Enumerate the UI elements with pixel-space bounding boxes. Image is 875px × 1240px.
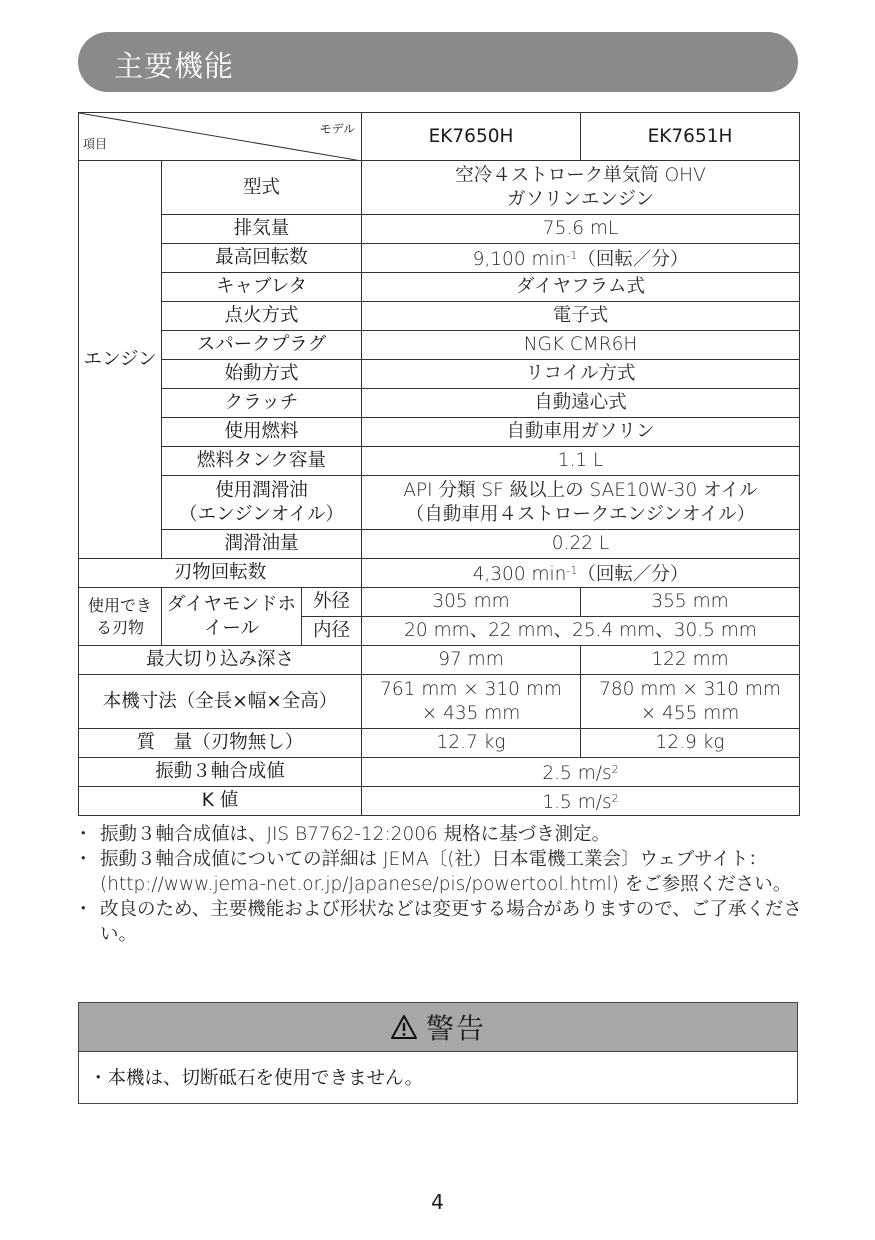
row-value: 自動車用ガソリン [362,418,800,447]
table-row [79,476,800,530]
warning-header [79,1003,797,1052]
table-row [79,360,800,389]
engine-group-label: エンジン [79,161,162,559]
row-label: 始動方式 [162,360,362,389]
blade-group-label: 使用できる刃物 [79,588,162,646]
row-label: クラッチ [162,389,362,418]
row-label: 最高回転数 [162,244,362,273]
table-row [79,161,800,215]
row-value: 1.5 $m/s^2$ [362,787,800,816]
row-value: 122 mm [581,646,800,675]
row-value: 2.5 $m/s^2$ [362,758,800,787]
row-value: 12.7 kg [362,729,581,758]
inner-diameter-label: 内径 [302,617,362,646]
table-row [79,787,800,816]
row-value: 355 mm [581,588,800,617]
model-name: EK7650H [362,113,581,161]
table-row [79,302,800,331]
table-row [79,273,800,302]
table-row [79,447,800,476]
row-label: 刃物回転数 [79,559,362,588]
row-label: 最大切り込み深さ [79,646,362,675]
row-label: 本機寸法（全長×幅×全高） [79,675,362,729]
row-value: 電子式 [362,302,800,331]
table-header-row [79,113,800,161]
row-value: 75.6 mL [362,215,800,244]
table-row [79,331,800,360]
note-item: ・ 振動３軸合成値は、JIS B7762-12:2006 規格に基づき測定。 [78,822,802,847]
table-row [79,559,800,588]
section-title: 主要機能 [114,49,235,83]
table-row [79,215,800,244]
row-value: リコイル方式 [362,360,800,389]
blade-type: ダイヤモンドホイール [162,588,302,646]
row-label: 型式 [162,161,362,215]
row-value: API 分類 SF 級以上の SAE10W-30 オイル （自動車用４ストロークエンジンオイル） [362,476,800,530]
row-label: キャブレタ [162,273,362,302]
row-value: 780 mm × 310 mm × 455 mm [581,675,800,729]
note-item: ・ 振動３軸合成値についての詳細は JEMA〔(社）日本電機工業会〕ウェブサイト：(http://www.jema-net.or.jp/Japanese/pis/powertool.html) をご参照ください。 [78,847,802,897]
table-row [79,418,800,447]
row-label: スパークプラグ [162,331,362,360]
notes-list [78,822,802,947]
page-number: 4 [431,1190,444,1214]
row-value: 空冷４ストローク単気筒 OHV ガソリンエンジン [362,161,800,215]
table-row [79,729,800,758]
row-value: 761 mm × 310 mm × 435 mm [362,675,581,729]
row-label: 使用燃料 [162,418,362,447]
outer-diameter-label: 外径 [302,588,362,617]
table-row [79,758,800,787]
table-corner-cell [79,113,362,161]
table-row [79,675,800,729]
table-row [79,530,800,559]
warning-text: ・本機は、切断砥石を使用できません。 [89,1068,424,1089]
row-value: 4,300 $\min^{-1}$（回転／分） [362,559,800,588]
row-value: 305 mm [362,588,581,617]
section-header [78,32,798,92]
row-label: 振動３軸合成値 [79,758,362,787]
row-label: K 値 [79,787,362,816]
row-label: 使用潤滑油 （エンジンオイル） [162,476,362,530]
row-label: 点火方式 [162,302,362,331]
row-label: 潤滑油量 [162,530,362,559]
model-label: モデル [319,122,355,136]
row-label: 排気量 [162,215,362,244]
row-value: 1.1 L [362,447,800,476]
row-value: 20 mm、22 mm、25.4 mm、30.5 mm [362,617,800,646]
model-name: EK7651H [581,113,800,161]
row-value: 0.22 L [362,530,800,559]
warning-triangle-icon [390,1014,418,1040]
row-value: 12.9 kg [581,729,800,758]
note-item: ・ 改良のため、主要機能および形状などは変更する場合がありますので、ご了承ください。 [78,897,802,947]
row-label: 燃料タンク容量 [162,447,362,476]
row-value: 自動遠心式 [362,389,800,418]
row-value: 97 mm [362,646,581,675]
item-label: 項目 [83,137,108,151]
spec-table [78,112,800,816]
row-value: ダイヤフラム式 [362,273,800,302]
row-label: 質 量（刃物無し） [79,729,362,758]
row-value: NGK CMR6H [362,331,800,360]
table-row [79,389,800,418]
table-row [79,588,800,617]
warning-box [78,1002,798,1104]
row-value: 9,100 $\min^{-1}$（回転／分） [362,244,800,273]
table-row [79,646,800,675]
table-row [79,244,800,273]
warning-title: 警告 [425,1012,486,1045]
